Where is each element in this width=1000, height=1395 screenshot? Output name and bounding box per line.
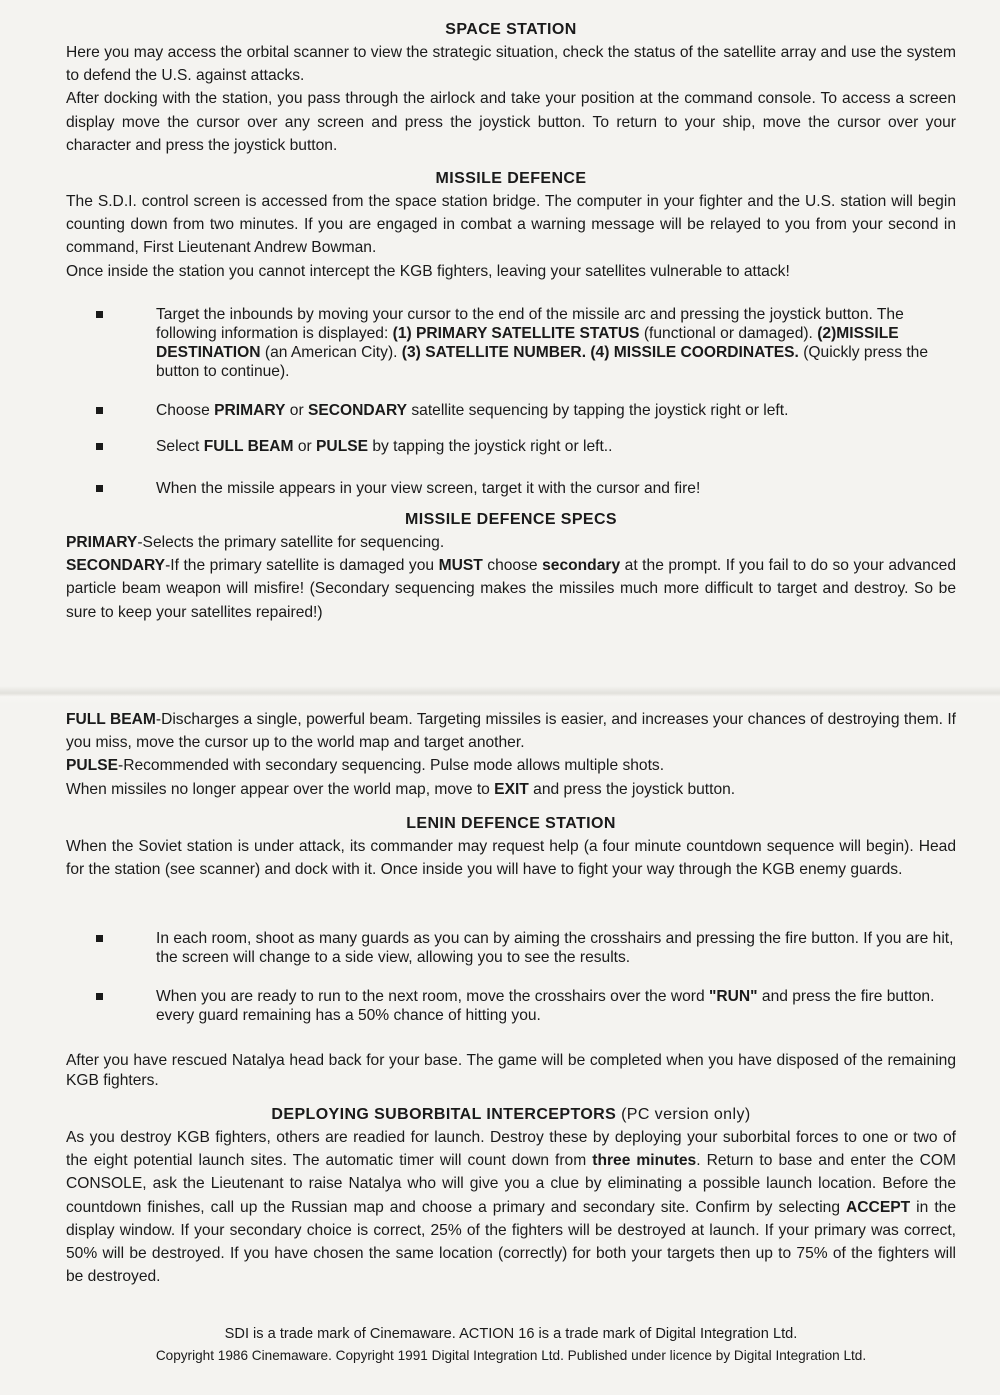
lenin-bullets-2 [66,987,956,1025]
missile-defence-bullets-2 [66,401,956,420]
spec-text: -Discharges a single, powerful beam. Targeting missiles is easier, and increases your chances of destroying them. If you miss, move the cursor up to the world map and target another. [66,711,956,752]
missile-defence-paragraph-2: Once inside the station you cannot intercept the KGB fighters, leaving your satellites vulnerable to attack! [66,262,790,280]
spec-text: -Selects the primary satellite for sequencing. [137,534,445,551]
space-station-paragraph-2: After docking with the station, you pass through the airlock and take your position at the command console. To access a screen display move the cursor over any screen and press the joystick button. To return to your ship, move the cursor over your character and press the joystick button. [66,90,956,154]
missile-defence-bullets [66,305,956,381]
lenin-bullets [66,929,956,967]
beam-specs-section [66,708,956,801]
space-station-section [66,19,956,157]
deploying-section [66,1104,956,1288]
spec-term: PRIMARY [66,534,138,551]
trademark-line: SDI is a trade mark of Cinemaware. ACTION 16 is a trade mark of Digital Integration Ltd. [224,1326,798,1342]
spec-emphasis: secondary [542,557,621,575]
spec-text: choose [482,557,543,575]
bullet-bold: (2)MISSILE DESTINATION [156,325,899,361]
deploying-emphasis: ACCEPT [846,1198,911,1216]
list-item [66,437,956,456]
list-item [66,929,956,967]
missile-defence-bullets-4 [66,479,956,498]
bullet-text: satellite sequencing by tapping the joystick right or left. [407,402,789,419]
missile-defence-section [66,168,956,283]
lenin-paragraph-1: When the Soviet station is under attack, its commander may request help (a four minute countdown sequence will begin). Head for the station (see scanner) and dock with it. Once inside you will have to fight your way through the KGB enemy guards. [66,838,956,879]
paper-fold [0,686,1000,704]
missile-defence-paragraph-1: The S.D.I. control screen is accessed from the space station bridge. The computer in your fighter and the U.S. station will begin counting down from two minutes. If you are engaged in combat a warning message will be relayed to you from your second in command, First Lieutenant Andrew Bowman. [66,193,956,257]
bullet-icon [96,935,103,942]
bullet-text: In each room, shoot as many guards as you can by aiming the crosshairs and pressing the fire button. If you are hit, the screen will change to a side view, allowing you to see the results. [156,930,954,966]
space-station-heading: SPACE STATION [445,21,577,38]
deploying-text: As you destroy KGB fighters, others are readied for launch. Destroy these by deploying your suborbital forces to one or two of the eight potential launch sites. The automatic timer will count down from [66,1129,956,1170]
spec-text: When missiles no longer appear over the world map, move to [66,780,495,798]
deploying-heading [66,1104,956,1126]
bullet-icon [96,407,103,414]
bullet-bold: PULSE [316,438,369,455]
deploying-text: in the display window. If your secondary choice is correct, 25% of the fighters will be destroyed at launch. If your primary was correct, 50% will be destroyed. If you have chosen the same location (correctly) for both your targets then up to 75% of the fighters will be destroyed. [66,1198,956,1286]
bullet-bold: FULL BEAM [203,438,294,455]
spec-text: -Recommended with secondary sequencing. Pulse mode allows multiple shots. [118,757,665,775]
bullet-text: or [293,438,317,455]
list-item [66,479,956,498]
bullet-text: (functional or damaged). [639,325,818,342]
natalya-section [66,1051,956,1091]
specs-section [66,509,956,624]
bullet-text: (Quickly press the button to continue). [156,344,928,380]
bullet-text: by tapping the joystick right or left.. [368,438,613,455]
pulse-spec [66,754,956,777]
deploying-paragraph [66,1126,956,1288]
bullet-bold: "RUN" [708,988,758,1005]
spec-term: FULL BEAM [66,711,156,728]
bullet-bold: SECONDARY [307,402,408,419]
bullet-text: Target the inbounds by moving your cursor to the end of the missile arc and pressing the joystick button. The following information is displayed: [156,306,904,342]
exit-instruction [66,778,956,801]
missile-defence-heading: MISSILE DEFENCE [435,170,587,187]
spec-text: at the prompt. If you fail to do so your advanced particle beam weapon will misfire! (Secondary sequencing makes the missiles much more difficult to target and destroy. So be sure to keep your satellites repaired!) [66,557,956,621]
spec-emphasis: EXIT [494,780,529,798]
full-beam-spec [66,708,956,754]
bullet-text: (an American City). [260,344,402,361]
spec-text: and press the joystick button. [528,780,736,798]
bullet-icon [96,443,103,450]
bullet-bold: (1) PRIMARY SATELLITE STATUS [392,325,640,342]
list-item [66,305,956,381]
copyright-line: Copyright 1986 Cinemaware. Copyright 1991 Digital Integration Ltd. Published under licence by Digital Integration Ltd. [155,1348,867,1363]
deploying-title-suffix: (PC version only) [616,1106,751,1123]
bullet-text: Choose [156,402,215,419]
bullet-text: When you are ready to run to the next room, move the crosshairs over the word [156,988,709,1005]
list-item [66,987,956,1025]
bullet-icon [96,485,103,492]
missile-defence-bullets-3 [66,437,956,456]
deploying-text: . Return to base and enter the COM CONSOLE, ask the Lieutenant to raise Natalya who will give you a clue by eliminating a possible launch location. Before the countdown finishes, call up the Russian map and choose a primary and secondary site. Confirm by selecting [66,1152,956,1216]
bullet-bold: (3) SATELLITE NUMBER. (4) MISSILE COORDINATES. [401,344,799,361]
spec-term: PULSE [66,757,118,775]
secondary-spec [66,554,956,624]
space-station-paragraph-1: Here you may access the orbital scanner to view the strategic situation, check the status of the satellite array and use the system to defend the U.S. against attacks. [66,44,956,85]
lenin-heading: LENIN DEFENCE STATION [406,815,616,832]
primary-spec [66,531,956,554]
deploying-emphasis: three minutes [592,1152,697,1170]
spec-emphasis: MUST [438,557,483,575]
lenin-paragraph-2: After you have rescued Natalya head back for your base. The game will be completed when you have disposed of the remaining KGB fighters. [66,1052,956,1089]
bullet-icon [96,311,103,318]
bullet-text: and press the fire button. every guard remaining has a 50% chance of hitting you. [156,988,935,1024]
bullet-text: Select [156,438,204,455]
specs-heading: MISSILE DEFENCE SPECS [405,511,617,528]
bullet-icon [96,993,103,1000]
deploying-title: DEPLOYING SUBORBITAL INTERCEPTORS [271,1106,617,1123]
spec-term: SECONDARY [66,557,166,575]
lenin-section [66,813,956,881]
bullet-bold: PRIMARY [214,402,286,419]
spec-text: -If the primary satellite is damaged you [165,557,439,575]
footer [66,1323,956,1367]
bullet-text: or [285,402,308,419]
list-item [66,401,956,420]
bullet-text: When the missile appears in your view screen, target it with the cursor and fire! [156,480,701,497]
